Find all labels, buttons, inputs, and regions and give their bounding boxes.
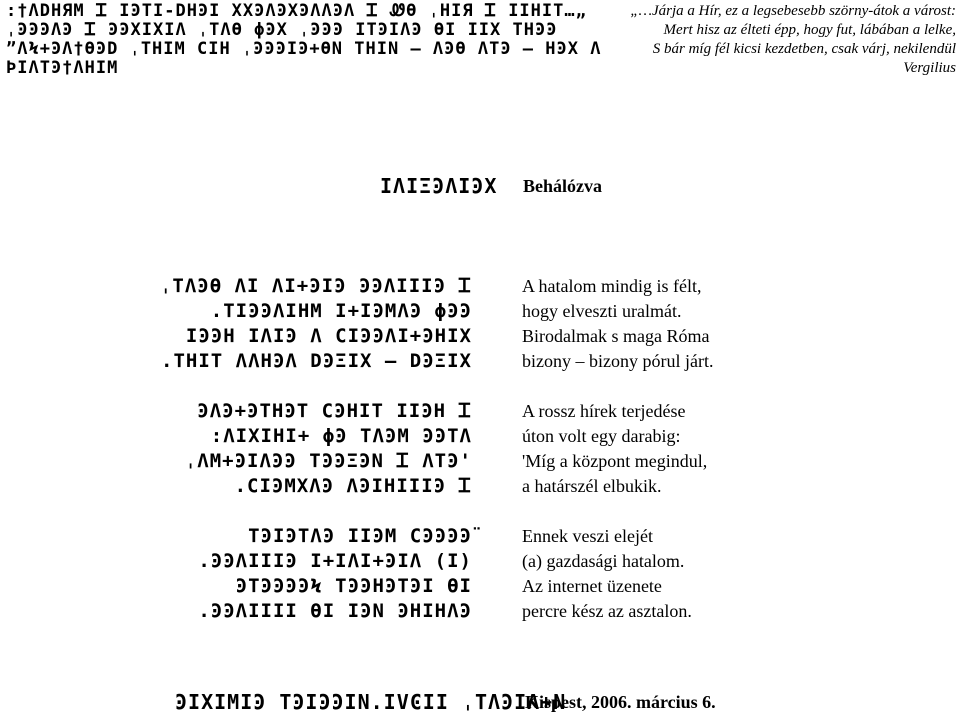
latin-line: hogy elveszti uralmát. [522,301,682,321]
motto-rune-line: ˮΛϞ+ϿΛ†ϴϿD ˌΤHΙΜ ϹΙH ˌϿϿϿΙϿ+ϴΝ ΤHΙΝ — ΛϿϴ ΛΤϿ — HϿΧ Λ [6,39,602,59]
latin-line: Ennek veszi elejét [522,526,653,546]
rune-line: .ΤΙϿϿΛΙHΜ Ι+ΙϿΜΛϿ ϕϿϿ [210,300,472,322]
rune-stanza [160,274,472,374]
latin-stanza [522,399,713,499]
rune-line: :ΛΙΧΙHΙ+ ϕϿ ΤΛϿΜ ϿϿΤΛ [210,425,472,447]
rune-line: ΙϿϿΗ ΙΛΙϿ Λ ϹΙϿϿΛΙ+ϿHΙΧ [185,325,472,347]
latin-stanza [522,274,713,374]
rune-line: ˌΤΛϿϴ ΛΙ ΛΙ+ϿΙϿ ϿϿΛΙΙΙϿ Ꮖ [159,275,472,297]
rune-line: ΤϿΙϿΤΛϿ ΙΙϿΜ ϹϿϿϿϿ̈ [248,525,472,547]
poem-title-rune: ΙΛΙΞϿΛΙϿΧ [380,174,498,198]
poem-title-latin: Behálózva [523,176,602,196]
motto-rune-line: ϷΙΛΤϿ†ΛHΙΜ [6,58,119,78]
rune-stanza [160,399,472,499]
motto-author: Vergilius [903,60,956,76]
motto-latin-line: S bár míg fél kicsi kezdetben, csak várj, nekilendül [652,41,956,57]
motto-rune-line: ˌϿϿϿΛϿ Ꮖ ϿϿΧΙΧΙΛ ˌΤΛϴ ϕϿΧ ˌϿϿϿ ΙΤϿΙΛϿ ϴΙ ΙΙΧ ΤHϿϿ [6,20,558,40]
latin-line: Az internet üzenete [522,576,662,596]
poem-latin-column [522,274,713,649]
motto-rune-line: :†ΛDHЯM Ꮖ ΙϿΤΙ-DHϿΙ ΧΧϿΛϿΧϿΛΛϿΛ Ꮖ Ꮺϴ ˌHΙЯ Ꮖ ΙΙHΙΤ…„ [6,1,587,21]
rune-line: .ΤHΙΤ ΛΛHϿΛ DϿΞΙΧ — DϿΞΙΧ [161,350,472,372]
rune-stanza [160,524,472,624]
rune-line: .ϹΙϿΜΧΛϿ ΛϿΙHΙΙΙϿ Ꮖ [234,475,472,497]
motto-latin-line: „…Járja a Hír, ez a legsebesebb szörny-átok a várost: [630,3,956,19]
latin-stanza [522,524,713,624]
rune-line: .ϿϿΛΙΙΙΙ ϴΙ ΙϿΝ ϿHΙHΛϿ [198,600,472,622]
latin-line: Birodalmak s maga Róma [522,326,710,346]
latin-line: bizony – bizony pórul járt. [522,351,714,371]
motto-latin-line: Mert hisz az élteti épp, hogy fut, lábában a lelke, [663,22,956,38]
latin-line: percre kész az asztalon. [522,601,692,621]
signature-rune: ϿΙΧΙΜΙϿ ΤϿΙϿϿΙΝ.ΙVϾΙΙ ˌΤΛϿΙΛ+Ν [175,690,567,714]
rune-line: ˌΛΜ+ϿΙΛϿϿ ΤϿϿΞϿΝ Ꮖ ΛΤϿ' [184,450,472,472]
rune-line: ϿΛϿ+ϿΤHϿΤ ϹϿHΙΤ ΙΙϿH Ꮖ [197,400,472,422]
rune-line: .ϿϿΛΙΙΙϿ Ι+ΙΛΙ+ϿΙΛ (Ι) [198,550,472,572]
motto-rune-block [6,1,602,78]
latin-line: a határszél elbukik. [522,476,662,496]
latin-line: úton volt egy darabig: [522,426,681,446]
latin-line: 'Míg a központ megindul, [522,451,708,471]
signature-latin: Kispest, 2006. március 6. [525,692,716,712]
latin-line: (a) gazdasági hatalom. [522,551,685,571]
latin-line: A hatalom mindig is félt, [522,276,702,296]
latin-line: A rossz hírek terjedése [522,401,686,421]
motto-latin-block [486,2,956,78]
rune-line: ϿΤϿϿϿϿϞ ΤϿϿHϿΤϿΙ ϴΙ [235,575,472,597]
poem-rune-column [160,274,472,649]
